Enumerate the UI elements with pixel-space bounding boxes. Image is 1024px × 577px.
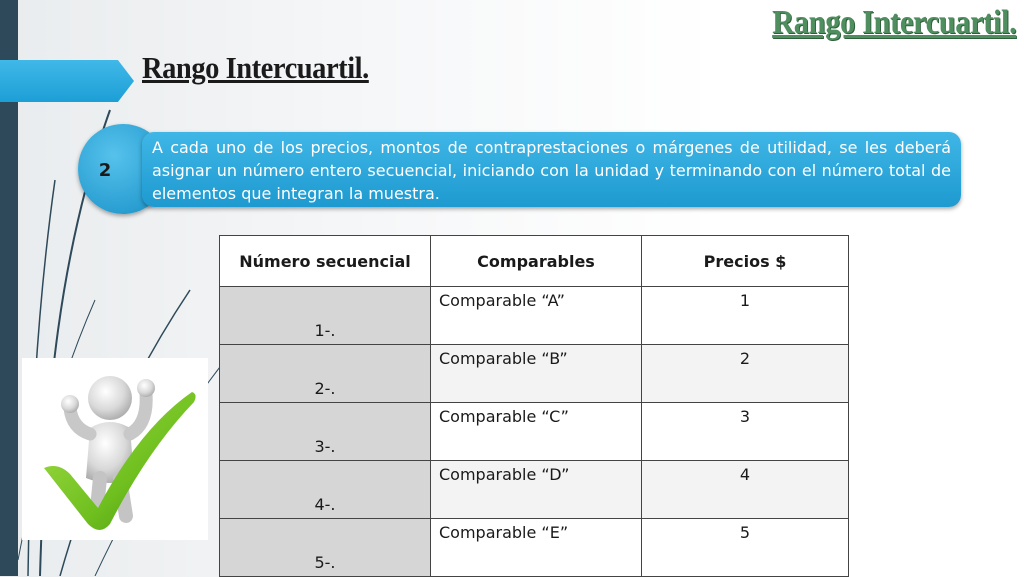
header-sequential-number: Número secuencial [220,236,431,287]
comparables-table [219,235,849,577]
table-header-row [220,236,849,287]
step-description-box: A cada uno de los precios, montos de contraprestaciones o márgenes de utilidad, se les deberá asignar un número entero secuencial, iniciando con la unidad y terminando con el número total de elementos que integran la muestra. [142,132,961,207]
row-number: 4-. [220,461,431,519]
header-prices: Precios $ [642,236,849,287]
table-row [220,403,849,461]
row-price: 4 [642,461,849,519]
table-row [220,461,849,519]
row-price: 5 [642,519,849,577]
row-comparable: Comparable “C” [431,403,642,461]
row-comparable: Comparable “D” [431,461,642,519]
header-comparables: Comparables [431,236,642,287]
row-number: 1-. [220,287,431,345]
row-comparable: Comparable “A” [431,287,642,345]
row-number: 5-. [220,519,431,577]
row-comparable: Comparable “B” [431,345,642,403]
title-accent-tab [0,60,134,102]
row-price: 3 [642,403,849,461]
row-price: 2 [642,345,849,403]
table-row [220,519,849,577]
row-number: 2-. [220,345,431,403]
corner-title: Rango Intercuartil. [771,4,1016,41]
row-comparable: Comparable “E” [431,519,642,577]
checkmark-figure-icon [22,358,208,540]
thumbs-up-checkmark-image [22,358,208,540]
row-price: 1 [642,287,849,345]
row-number: 3-. [220,403,431,461]
table-row [220,287,849,345]
step-number: 2 [98,160,112,181]
table-row [220,345,849,403]
slide-title: Rango Intercuartil. [142,50,369,85]
